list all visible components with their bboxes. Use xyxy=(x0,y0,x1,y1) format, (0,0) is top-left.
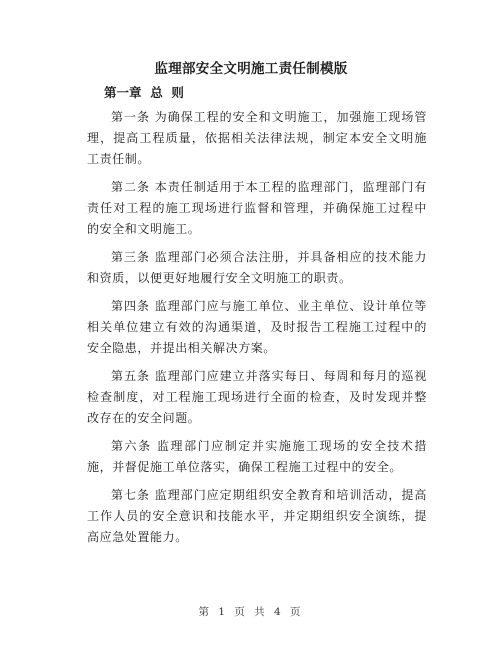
article-4: 第四条 监理部门应与施工单位、业主单位、设计单位等相关单位建立有效的沟通渠道，及时报告工程施工过程中的安全隐患，并提出相关解决方案。 xyxy=(87,299,427,355)
chapter-heading: 第一章 总 则 xyxy=(104,85,184,100)
document-body xyxy=(87,107,427,555)
page-footer: 第 1 页 共 4 页 xyxy=(198,606,304,618)
article-2: 第二条 本责任制适用于本工程的监理部门，监理部门有责任对工程的施工现场进行监督和管理，并确保施工过程中的安全和文明施工。 xyxy=(87,180,427,236)
article-7: 第七条 监理部门应定期组织安全教育和培训活动，提高工作人员的安全意识和技能水平，并定期组织安全演练，提高应急处置能力。 xyxy=(87,488,427,544)
document-title: 监理部安全文明施工责任制模版 xyxy=(154,61,348,77)
article-5: 第五条 监理部门应建立并落实每日、每周和每月的巡视检查制度，对工程施工现场进行全面的检查，及时发现并整改存在的安全问题。 xyxy=(87,369,427,425)
article-6: 第六条 监理部门应制定并实施施工现场的安全技术措施，并督促施工单位落实，确保工程施工过程中的安全。 xyxy=(87,439,427,474)
article-1: 第一条 为确保工程的安全和文明施工，加强施工现场管理，提高工程质量，依据相关法律法规，制定本安全文明施工责任制。 xyxy=(87,110,427,166)
article-3: 第三条 监理部门必须合法注册，并具备相应的技术能力和资质，以便更好地履行安全文明施工的职责。 xyxy=(87,250,427,285)
